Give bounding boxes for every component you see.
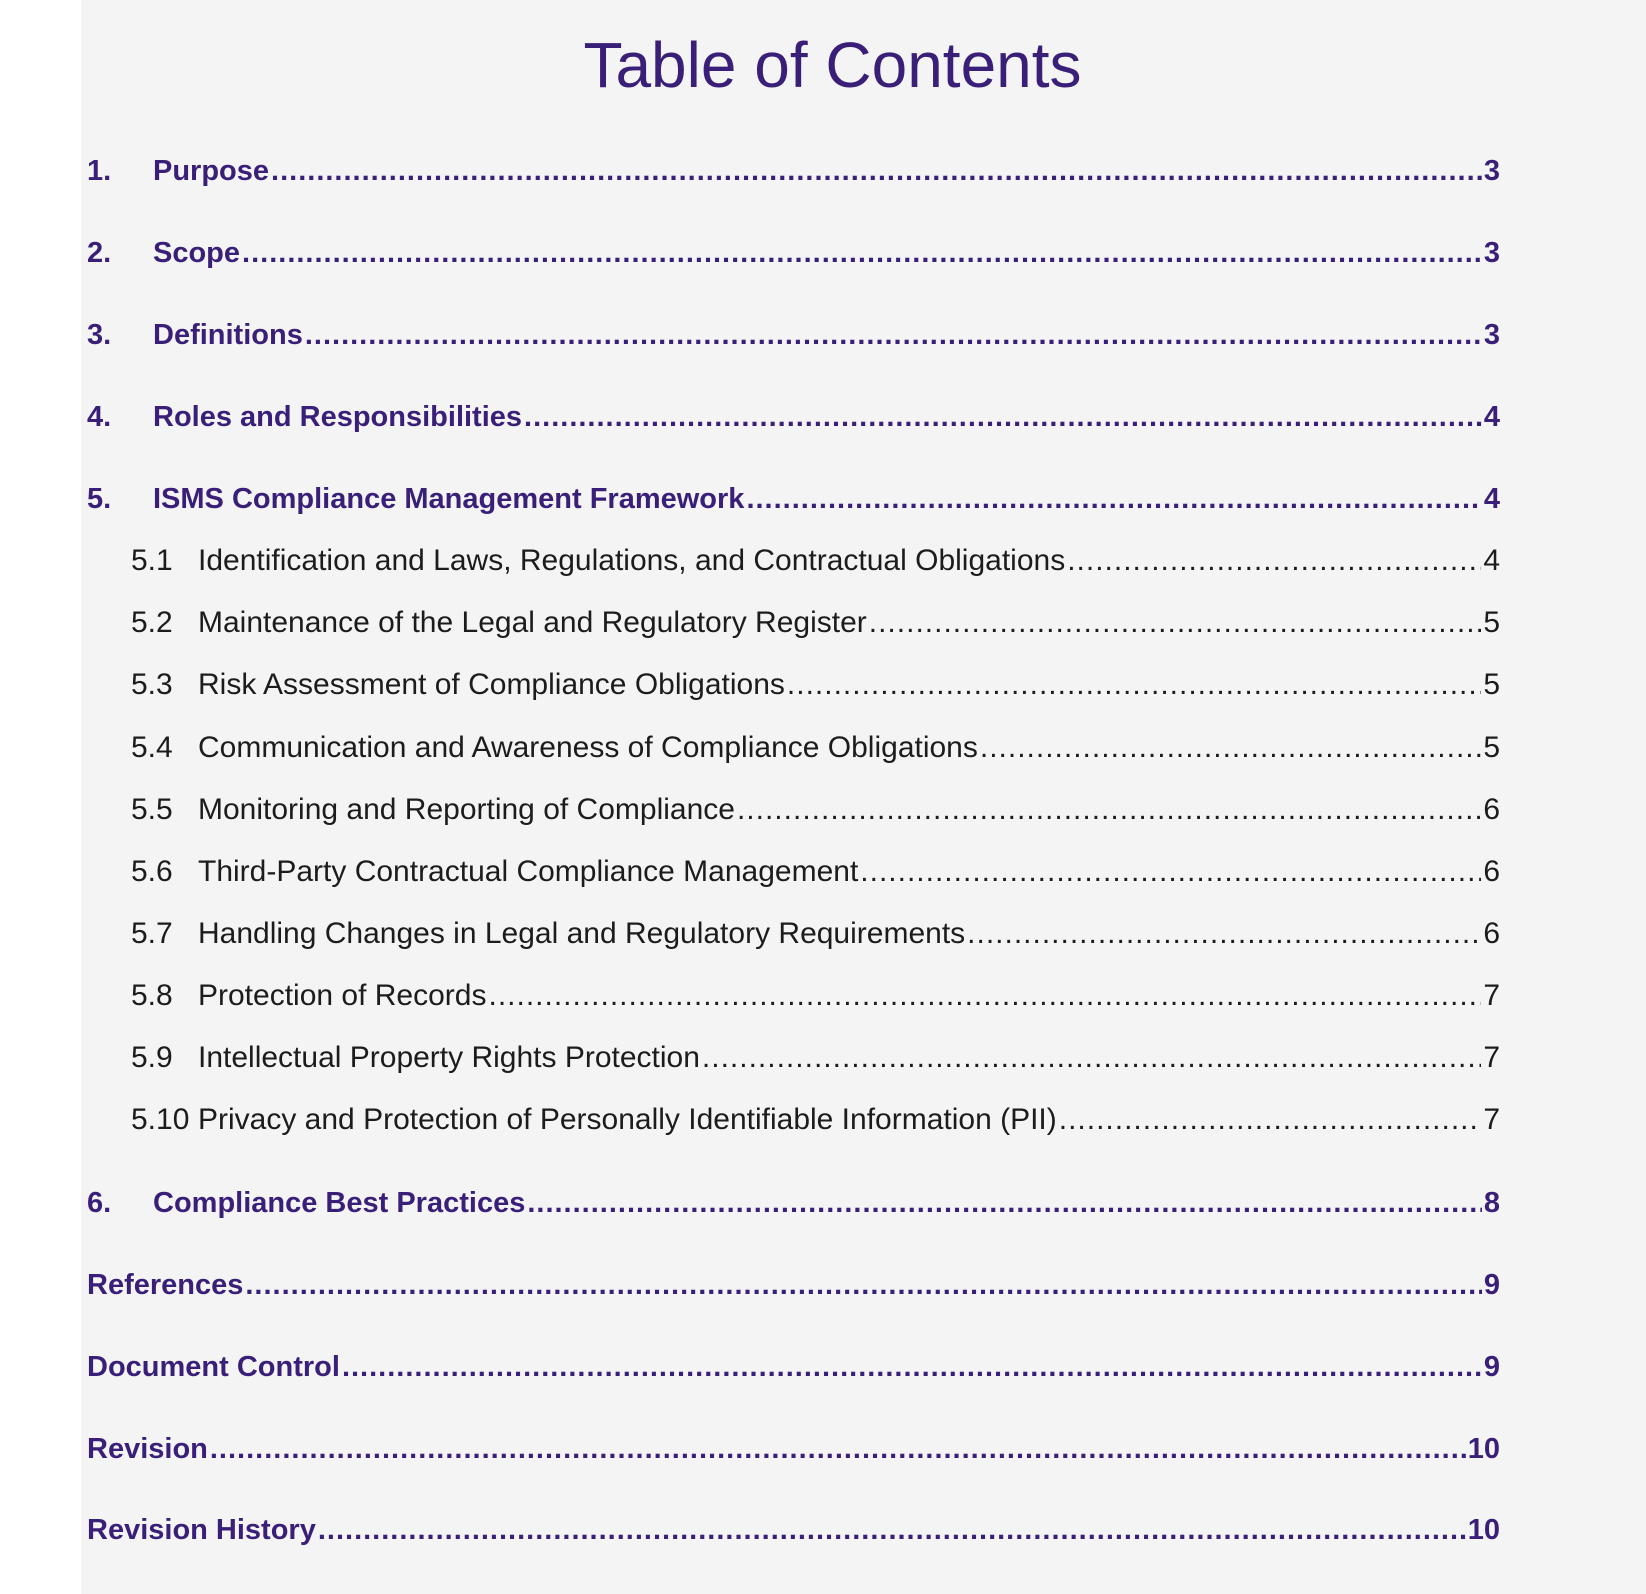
toc-entry-label: Compliance Best Practices xyxy=(153,1187,526,1219)
toc-entry-page: 4 xyxy=(1483,483,1500,515)
dot-leader xyxy=(242,237,1482,270)
toc-entry-number: 5.6 xyxy=(131,855,173,888)
toc-entry-page: 9 xyxy=(1483,1351,1500,1383)
dot-leader xyxy=(1067,544,1481,578)
toc-entry-label: Purpose xyxy=(153,155,270,187)
document-page xyxy=(81,0,1646,1594)
dot-leader xyxy=(980,731,1481,765)
toc-entry-page: 4 xyxy=(1483,401,1500,433)
toc-subentry-5-1[interactable] xyxy=(131,544,1500,578)
toc-entry-purpose[interactable] xyxy=(87,155,1500,188)
toc-entry-page: 3 xyxy=(1483,319,1500,351)
toc-entry-page: 6 xyxy=(1483,855,1500,888)
toc-entry-page: 7 xyxy=(1483,1041,1500,1074)
toc-entry-number: 5.5 xyxy=(131,793,173,826)
toc-entry-number: 5.4 xyxy=(131,731,173,764)
table-of-contents xyxy=(81,0,1646,1594)
toc-subentry-5-7[interactable] xyxy=(131,917,1500,951)
toc-entry-number: 5.3 xyxy=(131,668,173,701)
toc-entry-label: Maintenance of the Legal and Regulatory Register xyxy=(198,606,867,639)
dot-leader xyxy=(702,1041,1481,1075)
toc-subentry-5-5[interactable] xyxy=(131,793,1500,827)
toc-entry-page: 6 xyxy=(1483,793,1500,826)
toc-subentry-5-8[interactable] xyxy=(131,979,1500,1013)
toc-entry-label: Revision xyxy=(87,1433,208,1465)
toc-entry-framework[interactable] xyxy=(87,483,1500,516)
toc-entry-label: Scope xyxy=(153,237,241,269)
toc-entry-label: Privacy and Protection of Personally Identifiable Information (PII) xyxy=(198,1103,1057,1136)
toc-entry-label: Protection of Records xyxy=(198,979,487,1012)
dot-leader xyxy=(967,917,1481,951)
dot-leader xyxy=(210,1433,1466,1466)
toc-entry-page: 7 xyxy=(1483,979,1500,1012)
dot-leader xyxy=(869,606,1482,640)
toc-entry-revision[interactable] xyxy=(87,1433,1500,1466)
toc-subentry-5-4[interactable] xyxy=(131,731,1500,765)
toc-entry-label: Identification and Laws, Regulations, and Contractual Obligations xyxy=(198,544,1066,577)
toc-entry-number: 2. xyxy=(87,237,112,269)
toc-entry-label: Risk Assessment of Compliance Obligations xyxy=(198,668,785,701)
dot-leader xyxy=(1059,1103,1482,1137)
toc-entry-number: 5.8 xyxy=(131,979,173,1012)
toc-entry-label: Intellectual Property Rights Protection xyxy=(198,1041,700,1074)
toc-entry-label: Third-Party Contractual Compliance Management xyxy=(198,855,859,888)
toc-entry-number: 5.2 xyxy=(131,606,173,639)
dot-leader xyxy=(860,855,1481,889)
dot-leader xyxy=(787,668,1481,702)
toc-entry-label: Revision History xyxy=(87,1514,316,1546)
toc-subentry-5-9[interactable] xyxy=(131,1041,1500,1075)
toc-entry-label: Document Control xyxy=(87,1351,340,1383)
dot-leader xyxy=(271,155,1482,188)
toc-entry-label: Roles and Responsibilities xyxy=(153,401,523,433)
dot-leader xyxy=(342,1351,1482,1384)
toc-entry-roles[interactable] xyxy=(87,401,1500,434)
page-title: Table of Contents xyxy=(583,29,1082,101)
toc-entry-number: 5.10 xyxy=(131,1103,190,1136)
toc-entry-number: 5.9 xyxy=(131,1041,173,1074)
toc-entry-page: 6 xyxy=(1483,917,1500,950)
dot-leader xyxy=(488,979,1481,1013)
toc-entry-label: Communication and Awareness of Compliance Obligations xyxy=(198,731,978,764)
toc-entry-page: 3 xyxy=(1483,155,1500,187)
toc-entry-page: 10 xyxy=(1467,1433,1500,1465)
dot-leader xyxy=(527,1187,1482,1220)
dot-leader xyxy=(305,319,1482,352)
toc-entry-label: ISMS Compliance Management Framework xyxy=(153,483,745,515)
toc-entry-number: 1. xyxy=(87,155,112,187)
toc-entry-references[interactable] xyxy=(87,1269,1500,1302)
toc-entry-page: 5 xyxy=(1483,606,1500,639)
toc-entry-document-control[interactable] xyxy=(87,1351,1500,1384)
toc-entry-best-practices[interactable] xyxy=(87,1187,1500,1220)
toc-entry-page: 10 xyxy=(1467,1514,1500,1546)
toc-subentry-5-10[interactable] xyxy=(131,1103,1500,1137)
toc-entry-number: 4. xyxy=(87,401,112,433)
dot-leader xyxy=(737,793,1481,827)
dot-leader xyxy=(746,483,1481,516)
toc-entry-page: 9 xyxy=(1483,1269,1500,1301)
toc-entry-page: 8 xyxy=(1483,1187,1500,1219)
toc-entry-scope[interactable] xyxy=(87,237,1500,270)
toc-entry-page: 4 xyxy=(1483,544,1500,577)
toc-entry-number: 3. xyxy=(87,319,112,351)
toc-entry-page: 5 xyxy=(1483,668,1500,701)
toc-entry-label: Monitoring and Reporting of Compliance xyxy=(198,793,735,826)
toc-subentry-5-6[interactable] xyxy=(131,855,1500,889)
toc-entry-page: 5 xyxy=(1483,731,1500,764)
toc-entry-label: References xyxy=(87,1269,244,1301)
toc-entry-page: 3 xyxy=(1483,237,1500,269)
toc-subentry-5-3[interactable] xyxy=(131,668,1500,702)
dot-leader xyxy=(524,401,1482,434)
toc-entry-label: Definitions xyxy=(153,319,303,351)
dot-leader xyxy=(318,1514,1466,1547)
toc-subentry-5-2[interactable] xyxy=(131,606,1500,640)
toc-entry-revision-history[interactable] xyxy=(87,1514,1500,1547)
toc-entry-label: Handling Changes in Legal and Regulatory Requirements xyxy=(198,917,966,950)
toc-entry-page: 7 xyxy=(1483,1103,1500,1136)
toc-entry-number: 5.1 xyxy=(131,544,173,577)
toc-entry-definitions[interactable] xyxy=(87,319,1500,352)
toc-entry-number: 5.7 xyxy=(131,917,173,950)
toc-entry-number: 5. xyxy=(87,483,112,515)
toc-entry-number: 6. xyxy=(87,1187,112,1219)
dot-leader xyxy=(245,1269,1481,1302)
